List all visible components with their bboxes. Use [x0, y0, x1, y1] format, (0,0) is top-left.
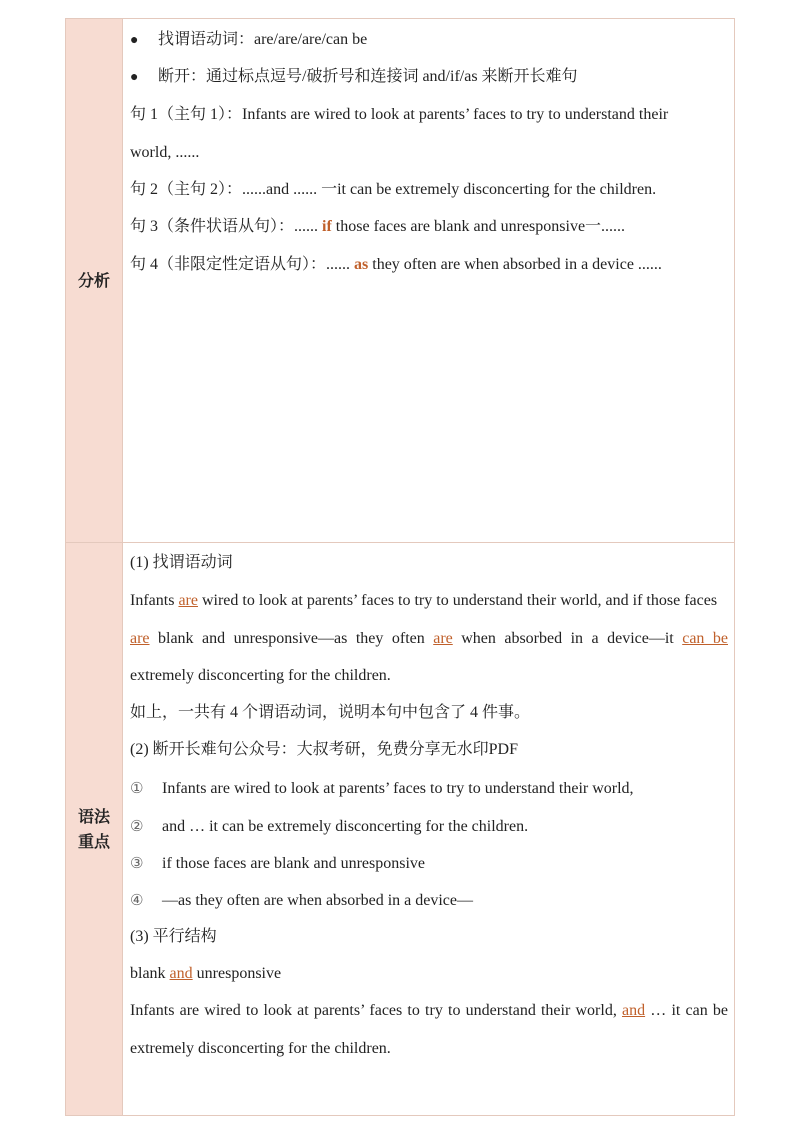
section-heading: (2) 断开长难句公众号：大叔考研，免费分享无水印PDF: [130, 741, 519, 758]
verb-highlight: can be: [682, 630, 728, 647]
paragraph-line: extremely disconcerting for the children.: [130, 667, 391, 684]
highlight-word: if: [322, 218, 332, 235]
sentence-text: 句 4（非限定性定语从句）：......: [130, 256, 355, 273]
paragraph-line: extremely disconcerting for the children.: [130, 1040, 391, 1057]
circled-number: ①: [130, 779, 144, 797]
grammar-row: [66, 543, 734, 1115]
analysis-row: [66, 19, 734, 543]
sentence-4: [130, 255, 728, 275]
bullet-dot-icon: ●: [130, 70, 139, 85]
bullet-item: [130, 30, 728, 51]
bullet-text: 断开：通过标点逗号/破折号和连接词 and/if/as 来断开长难句: [158, 68, 578, 85]
verb-highlight: are: [130, 630, 150, 647]
paragraph-line: [130, 629, 728, 649]
bullet-item: [130, 67, 728, 88]
highlight-word: as: [354, 256, 369, 273]
text-span: unresponsive: [192, 965, 282, 982]
sentence-1: 句 1（主句 1）：Infants are wired to look at parents’ faces to try to understand their: [130, 106, 669, 123]
text-span: blank: [130, 965, 170, 982]
text-span: wired to look at parents’ faces to try to understand their world, and if those faces: [197, 592, 718, 609]
paragraph-line: [130, 1001, 728, 1021]
conjunction-highlight: and: [169, 965, 193, 982]
text-span: blank and unresponsive—as they often: [149, 630, 434, 647]
circled-number: ③: [130, 854, 144, 872]
sentence-3: [130, 217, 728, 237]
clause-item: [130, 816, 728, 837]
sentence-text: they often are when absorbed in a device ......: [368, 256, 662, 273]
analysis-table: [65, 18, 735, 1116]
sentence-text: those faces are blank and unresponsive一......: [331, 218, 626, 235]
paragraph-line: [130, 591, 728, 611]
text-span: Infants are wired to look at parents’ faces to try to understand their world,: [130, 1002, 622, 1019]
clause-text: and … it can be extremely disconcerting for the children.: [162, 818, 529, 835]
verb-highlight: are: [178, 592, 198, 609]
clause-item: [130, 778, 728, 799]
circled-number: ②: [130, 817, 144, 835]
sentence-2: 句 2（主句 2）：......and ...... 一it can be extremely disconcerting for the children.: [130, 181, 657, 198]
text-span: … it can be: [645, 1002, 729, 1019]
conjunction-highlight: and: [622, 1002, 646, 1019]
section-heading: (1) 找谓语动词: [130, 554, 233, 571]
clause-item: [130, 890, 728, 911]
text-span: Infants: [130, 592, 179, 609]
clause-text: —as they often are when absorbed in a device—: [162, 892, 473, 909]
clause-item: [130, 853, 728, 874]
analysis-label-cell: [66, 19, 123, 542]
bullet-dot-icon: ●: [130, 33, 139, 48]
clause-text: Infants are wired to look at parents’ faces to try to understand their world,: [162, 780, 634, 797]
grammar-label-cell: [66, 543, 123, 1115]
text-span: when absorbed in a device—it: [452, 630, 683, 647]
clause-text: if those faces are blank and unresponsive: [162, 855, 426, 872]
bullet-text: 找谓语动词：are/are/are/can be: [158, 31, 368, 48]
sentence-text: 句 3（条件状语从句）：......: [130, 218, 323, 235]
circled-number: ④: [130, 891, 144, 909]
verb-highlight: are: [433, 630, 453, 647]
paragraph-line: [130, 964, 728, 984]
sentence-1-cont: world, ......: [130, 144, 200, 161]
summary-line: 如上，一共有 4 个谓语动词，说明本句中包含了 4 件事。: [130, 704, 531, 721]
analysis-label: 分析: [77, 271, 110, 290]
grammar-label: 语法重点: [77, 807, 110, 851]
section-heading: (3) 平行结构: [130, 928, 217, 945]
